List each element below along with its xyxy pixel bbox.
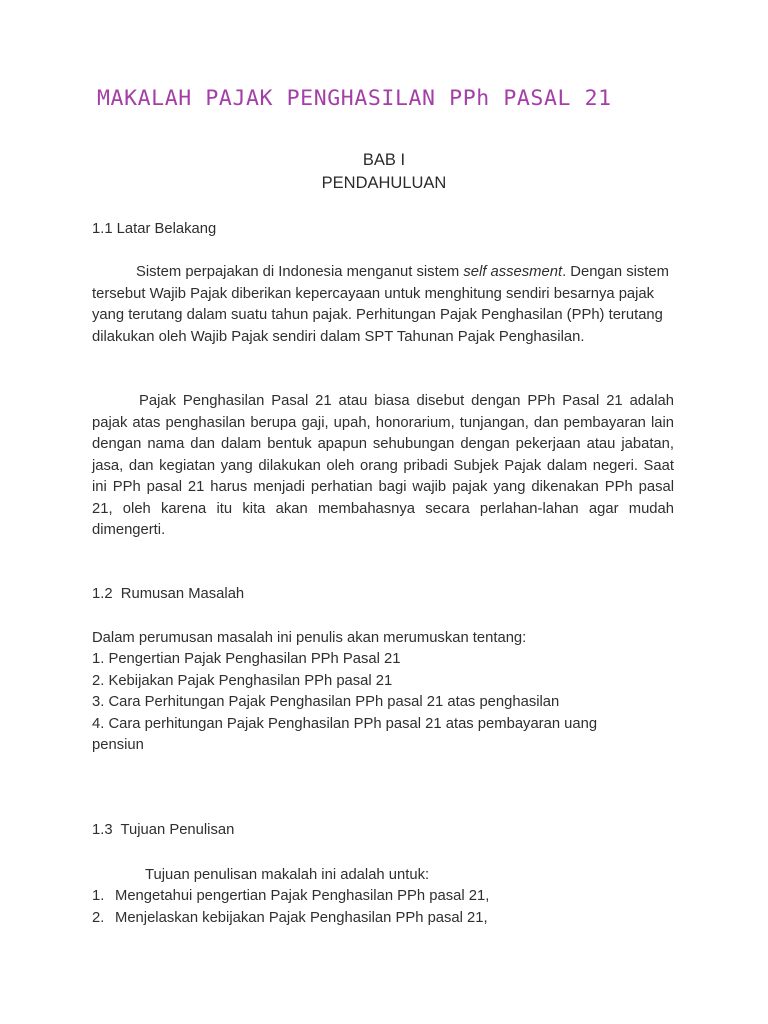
paragraph-sistem-perpajakan [92,262,682,348]
list-item: 1. Pengertian Pajak Penghasilan PPh Pasal 21 [92,651,401,667]
section-heading-latar-belakang: 1.1 Latar Belakang [92,221,217,237]
tujuan-intro: Tujuan penulisan makalah ini adalah untuk: [145,867,430,883]
paragraph-sistem-lead: Sistem perpajakan di Indonesia menganut sistem [136,264,464,280]
list-item-text: Menjelaskan kebijakan Pajak Penghasilan PPh pasal 21, [115,909,488,926]
rumusan-list [92,649,674,757]
rumusan-intro: Dalam perumusan masalah ini penulis akan merumuskan tentang: [92,630,527,646]
list-item: 3. Cara Perhitungan Pajak Penghasilan PPh pasal 21 atas penghasilan [92,694,560,710]
list-item: pensiun [92,737,144,753]
section-heading-tujuan-penulisan: 1.3 Tujuan Penulisan [92,822,235,838]
list-item-number: 1. [92,888,105,904]
list-item-number: 2. [92,909,105,926]
paragraph-sistem-trail: . Dengan sistem tersebut Wajib Pajak diberikan kepercayaan untuk menghitung sendiri besarnya pajak yang terutang dalam suatu tahun pajak. Perhitungan Pajak Penghasilan (PPh) terutang dilakukan oleh Wajib Pajak sendiri dalam SPT Tahunan Pajak Penghasilan. [92,264,669,345]
chapter-number: BAB I [362,151,406,169]
list-item-text: Mengetahui pengertian Pajak Penghasilan PPh pasal 21, [115,888,490,904]
paragraph-pph-21-definition: Pajak Penghasilan Pasal 21 atau biasa disebut dengan PPh Pasal 21 adalah pajak atas penghasilan berupa gaji, upah, honorarium, tunjangan, dan pembayaran lain dengan nama dan dalam bentuk apapun sehubungan dengan pekerjaan atau jabatan, jasa, dan kegiatan yang dilakukan oleh orang pribadi Subjek Pajak dalam negeri. Saat ini PPh pasal 21 harus menjadi perhatian bagi wajib pajak yang dikenakan PPh pasal 21, oleh karena itu kita akan membahasnya secara perlahan-lahan agar mudah dimengerti. [92,393,674,538]
chapter-name: PENDAHULUAN [321,174,447,192]
list-item: 4. Cara perhitungan Pajak Penghasilan PPh pasal 21 atas pembayaran uang [92,715,598,732]
section-heading-rumusan-masalah: 1.2 Rumusan Masalah [92,586,245,602]
self-assessment-term: self assesment [463,264,563,280]
list-item: 2. Kebijakan Pajak Penghasilan PPh pasal 21 [92,672,393,689]
tujuan-list [92,886,674,929]
document-title: MAKALAH PAJAK PENGHASILAN PPh PASAL 21 [97,86,612,111]
list-item [92,886,674,908]
list-item [92,908,674,930]
